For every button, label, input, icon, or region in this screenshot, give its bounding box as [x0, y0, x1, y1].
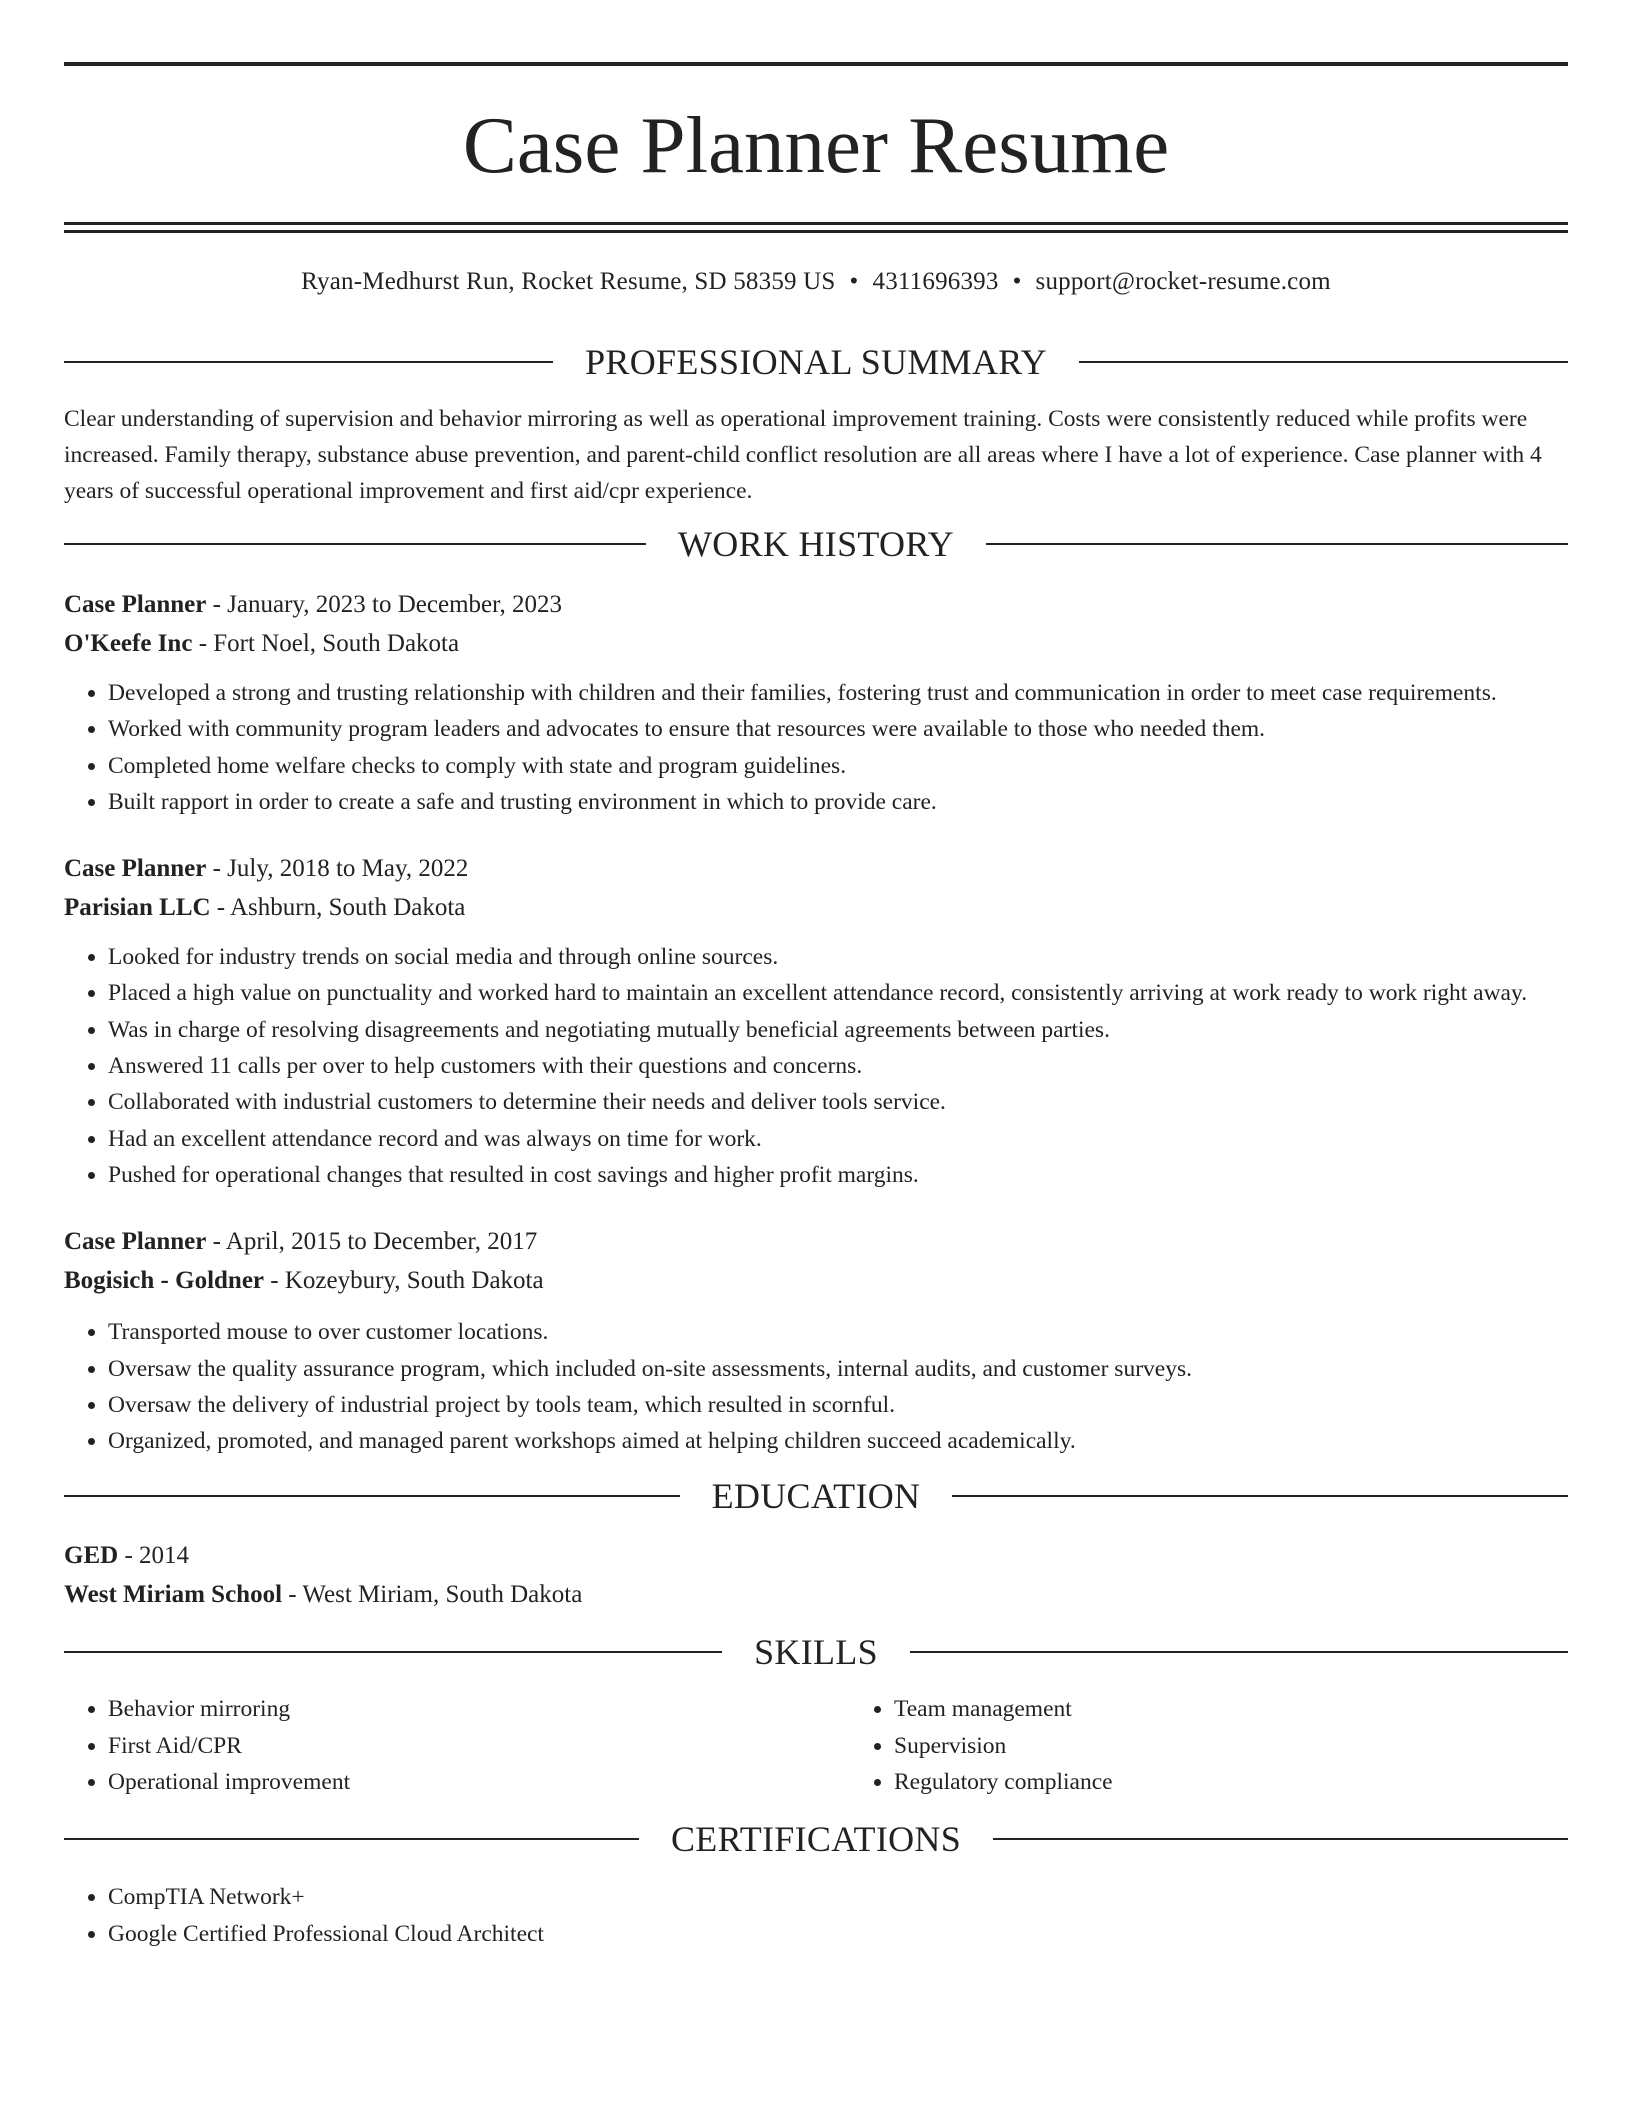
job-bullets	[64, 939, 1568, 1193]
job-dates: - April, 2015 to December, 2017	[206, 1228, 538, 1256]
list-item: • Pushed for operational changes that resulted in cost savings and higher profit margins.	[108, 1157, 1568, 1193]
list-item: • Was in charge of resolving disagreements and negotiating mutually beneficial agreements between parties.	[108, 1012, 1568, 1048]
section-heading-summary	[64, 340, 1568, 384]
page-title: Case Planner Resume	[462, 100, 1170, 190]
list-item: • Looked for industry trends on social media and through online sources.	[108, 939, 1568, 975]
heading-rule	[64, 361, 553, 363]
certification-item: • Google Certified Professional Cloud Architect	[108, 1916, 1568, 1952]
job-entry	[64, 1222, 1568, 1459]
list-item: • Oversaw the quality assurance program, which included on-site assessments, internal audits, and customer surveys.	[108, 1351, 1568, 1387]
contact-separator: •	[1012, 268, 1022, 295]
job-company: Parisian LLC	[64, 894, 211, 922]
job-bullets	[64, 675, 1568, 820]
heading-rule	[64, 1651, 722, 1653]
job-bullets	[64, 1314, 1568, 1459]
list-item: • Organized, promoted, and managed parent workshops aimed at helping children succeed academically.	[108, 1423, 1568, 1459]
skill-item: • Regulatory compliance	[894, 1764, 1632, 1800]
certification-item: • CompTIA Network+	[108, 1879, 1568, 1915]
section-title: PROFESSIONAL SUMMARY	[585, 342, 1047, 382]
job-title-line	[64, 585, 1568, 624]
education-entry	[64, 1536, 1568, 1614]
heading-rule	[64, 543, 646, 545]
summary-text: Clear understanding of supervision and behavior mirroring as well as operational improvement training. Costs were consistently reduced while profits were increased. Family therapy, substance abuse prevention, and parent-child conflict resolution are all areas where I have a lot of experience. Case planner with 4 years of successful operational improvement and first aid/cpr experience.	[64, 406, 1542, 504]
job-location: - Kozeybury, South Dakota	[264, 1267, 544, 1295]
education-degree: GED	[64, 1542, 119, 1570]
contact-line	[64, 266, 1568, 298]
heading-rule	[910, 1651, 1568, 1653]
list-item: • Had an excellent attendance record and was always on time for work.	[108, 1121, 1568, 1157]
list-item: • Developed a strong and trusting relationship with children and their families, fostering trust and communication in order to meet case requirements.	[108, 675, 1568, 711]
list-item: • Worked with community program leaders and advocates to ensure that resources were available to those who needed them.	[108, 711, 1568, 747]
heading-rule	[952, 1495, 1568, 1497]
certifications-list	[64, 1879, 1568, 1952]
section-title: EDUCATION	[711, 1476, 921, 1517]
contact-phone: 4311696393	[872, 268, 999, 295]
job-company: O'Keefe Inc	[64, 630, 193, 657]
job-entry	[64, 849, 1568, 1193]
job-title-line	[64, 1222, 1568, 1261]
job-dates: - July, 2018 to May, 2022	[206, 855, 469, 883]
skill-item: • Behavior mirroring	[108, 1691, 850, 1727]
education-school-line	[64, 1575, 1568, 1614]
skills-column-left	[64, 1691, 850, 1800]
job-company-line	[64, 1261, 1568, 1300]
resume-page	[64, 62, 1568, 1952]
list-item: • Oversaw the delivery of industrial project by tools team, which resulted in scornful.	[108, 1387, 1568, 1423]
heading-rule	[64, 1838, 639, 1840]
job-title: Case Planner	[64, 1228, 207, 1256]
section-title: CERTIFICATIONS	[670, 1819, 962, 1860]
job-dates: - January, 2023 to December, 2023	[206, 591, 562, 618]
job-company-line	[64, 624, 1568, 663]
job-title: Case Planner	[64, 855, 207, 883]
section-heading-certifications	[64, 1817, 1568, 1861]
education-year: - 2014	[118, 1542, 190, 1570]
job-company-line	[64, 888, 1568, 927]
heading-rule	[64, 1495, 680, 1497]
section-title: SKILLS	[754, 1632, 878, 1673]
section-heading-work-history	[64, 522, 1568, 566]
section-heading-skills	[64, 1630, 1568, 1674]
skill-item: • Operational improvement	[108, 1764, 850, 1800]
job-company: Bogisich - Goldner	[64, 1267, 265, 1295]
education-school: West Miriam School	[64, 1581, 283, 1609]
job-location: - Ashburn, South Dakota	[210, 894, 466, 922]
skills-column-right	[850, 1691, 1632, 1800]
job-location: - Fort Noel, South Dakota	[192, 630, 460, 657]
skills-grid	[64, 1691, 1568, 1800]
education-location: - West Miriam, South Dakota	[282, 1581, 583, 1609]
education-degree-line	[64, 1536, 1568, 1575]
list-item: • Placed a high value on punctuality and worked hard to maintain an excellent attendance record, consistently arriving at work ready to work right away.	[108, 975, 1568, 1011]
title-double-rule	[64, 222, 1568, 233]
job-entry	[64, 585, 1568, 820]
contact-address: Ryan-Medhurst Run, Rocket Resume, SD 58359 US	[301, 268, 836, 295]
job-title: Case Planner	[64, 591, 207, 618]
heading-rule	[1079, 361, 1568, 363]
contact-email: support@rocket-resume.com	[1035, 268, 1331, 295]
contact-separator: •	[849, 268, 859, 295]
skill-item: • Team management	[894, 1691, 1632, 1727]
list-item: • Completed home welfare checks to comply with state and program guidelines.	[108, 748, 1568, 784]
list-item: • Collaborated with industrial customers to determine their needs and deliver tools service.	[108, 1084, 1568, 1120]
section-heading-education	[64, 1474, 1568, 1518]
heading-rule	[986, 543, 1568, 545]
list-item: • Built rapport in order to create a safe and trusting environment in which to provide care.	[108, 784, 1568, 820]
section-title: WORK HISTORY	[678, 524, 954, 564]
skill-item: • Supervision	[894, 1728, 1632, 1764]
job-title-line	[64, 849, 1568, 888]
list-item: • Transported mouse to over customer locations.	[108, 1314, 1568, 1350]
heading-rule	[993, 1838, 1568, 1840]
list-item: • Answered 11 calls per over to help customers with their questions and concerns.	[108, 1048, 1568, 1084]
top-rule	[64, 62, 1568, 66]
skill-item: • First Aid/CPR	[108, 1728, 850, 1764]
